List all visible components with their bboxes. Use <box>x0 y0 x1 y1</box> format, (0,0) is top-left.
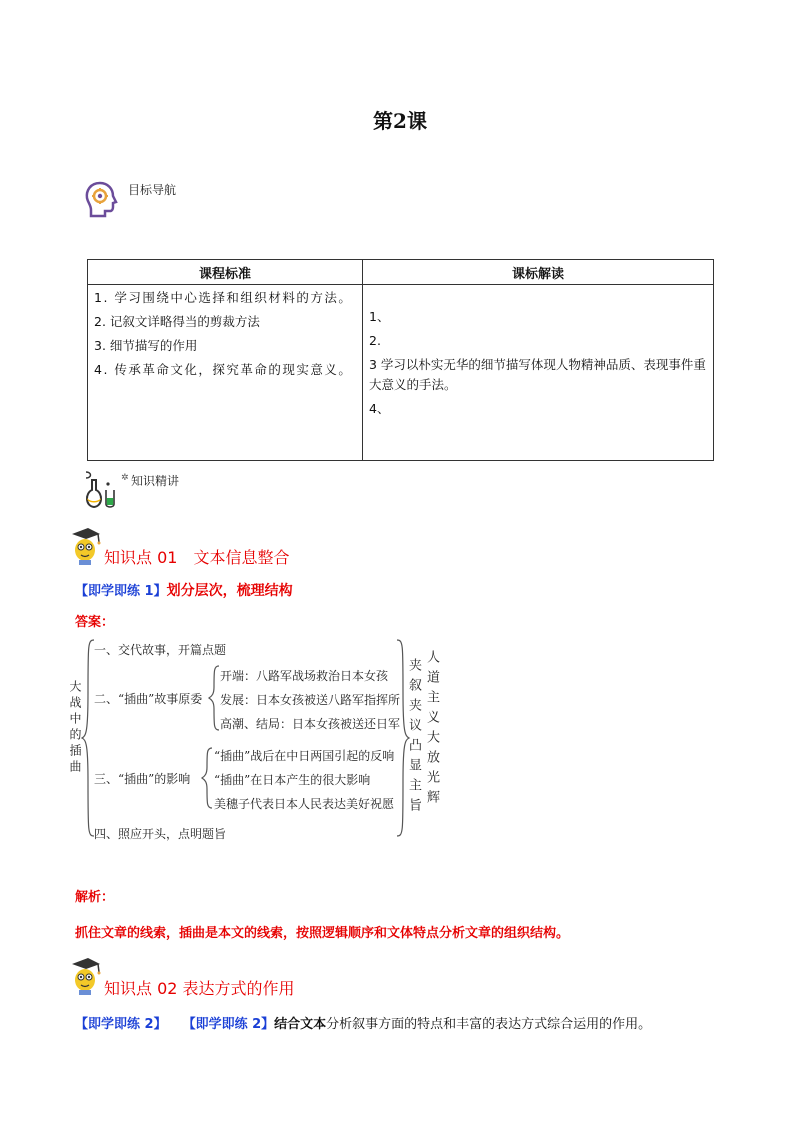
knowledge-label: 知识精讲 <box>131 474 180 488</box>
analysis-label: 解析： <box>75 890 115 905</box>
head-gear-icon <box>83 180 119 218</box>
sparkle-icon: ✲ <box>121 473 129 483</box>
standards-cell <box>88 285 363 461</box>
diagram-sub-item: “插曲”战后在中日两国引起的反响 <box>214 749 395 763</box>
kp2-title: 知识点 02 表达方式的作用 <box>104 979 295 998</box>
interpretation-item: 1、 <box>369 309 390 324</box>
standard-item: 4. 传承革命文化，探究革命的现实意义。 <box>94 362 353 377</box>
exercise-2-line <box>75 1013 651 1032</box>
diagram-item: 四、照应开头，点明题旨 <box>94 827 227 841</box>
curriculum-table <box>87 259 714 461</box>
diagram-sub-item: 高潮、结局：日本女孩被送还日军 <box>220 717 401 731</box>
table-header: 课标解读 <box>363 260 714 285</box>
diagram-sub-item: 开端：八路军战场救治日本女孩 <box>220 669 389 683</box>
exercise-1-heading <box>75 580 293 600</box>
exercise-label: 【即学即练 2】 <box>182 1017 275 1032</box>
exercise-label: 【即学即练 1】 <box>75 584 167 599</box>
exercise-text: 划分层次，梳理结构 <box>166 583 293 599</box>
exercise-bold: 结合文本 <box>274 1017 327 1032</box>
lab-flask-icon <box>82 470 118 510</box>
page-title: 第2课 <box>373 109 427 133</box>
analysis-text: 抓住文章的线索，插曲是本文的线索，按照逻辑顺序和文体特点分析文章的组织结构。 <box>75 926 570 941</box>
interpretation-item: 4、 <box>369 401 390 416</box>
kp1-title: 知识点 01 文本信息整合 <box>104 548 290 567</box>
diagram-item: 一、交代故事，开篇点题 <box>94 643 227 657</box>
target-nav-label: 目标导航 <box>128 183 177 197</box>
standard-item: 1. 学习围绕中心选择和组织材料的方法。 <box>94 290 353 305</box>
interpretation-cell <box>363 285 714 461</box>
diagram-right-col: 人道主义大放光辉 <box>424 650 439 810</box>
diagram-sub-item: 发展：日本女孩被送八路军指挥所 <box>220 693 401 707</box>
diagram-item: 二、“插曲”故事原委 <box>94 692 203 706</box>
diagram-sub-item: “插曲”在日本产生的很大影响 <box>214 773 371 787</box>
table-header: 课程标准 <box>88 260 363 285</box>
exercise-label: 【即学即练 2】 <box>75 1017 167 1032</box>
interpretation-item: 3 学习以朴实无华的细节描写体现人物精神品质、表现事件重大意义的手法。 <box>369 357 706 392</box>
answer-label: 答案： <box>75 615 115 630</box>
standard-item: 3. 细节描写的作用 <box>94 338 198 353</box>
graduate-mascot-icon <box>68 956 102 996</box>
exercise-text: 分析叙事方面的特点和丰富的表达方式综合运用的作用。 <box>326 1017 652 1032</box>
interpretation-item: 2. <box>369 333 381 348</box>
graduate-mascot-icon <box>68 526 102 566</box>
structure-diagram <box>64 632 444 852</box>
diagram-item: 三、“插曲”的影响 <box>94 772 191 786</box>
diagram-right-col: 夹叙夹议凸显主旨 <box>406 658 421 818</box>
standard-item: 2. 记叙文详略得当的剪裁方法 <box>94 314 260 329</box>
diagram-root: 大战中的插曲 <box>68 680 82 776</box>
diagram-sub-item: 美穗子代表日本人民表达美好祝愿 <box>214 797 395 811</box>
